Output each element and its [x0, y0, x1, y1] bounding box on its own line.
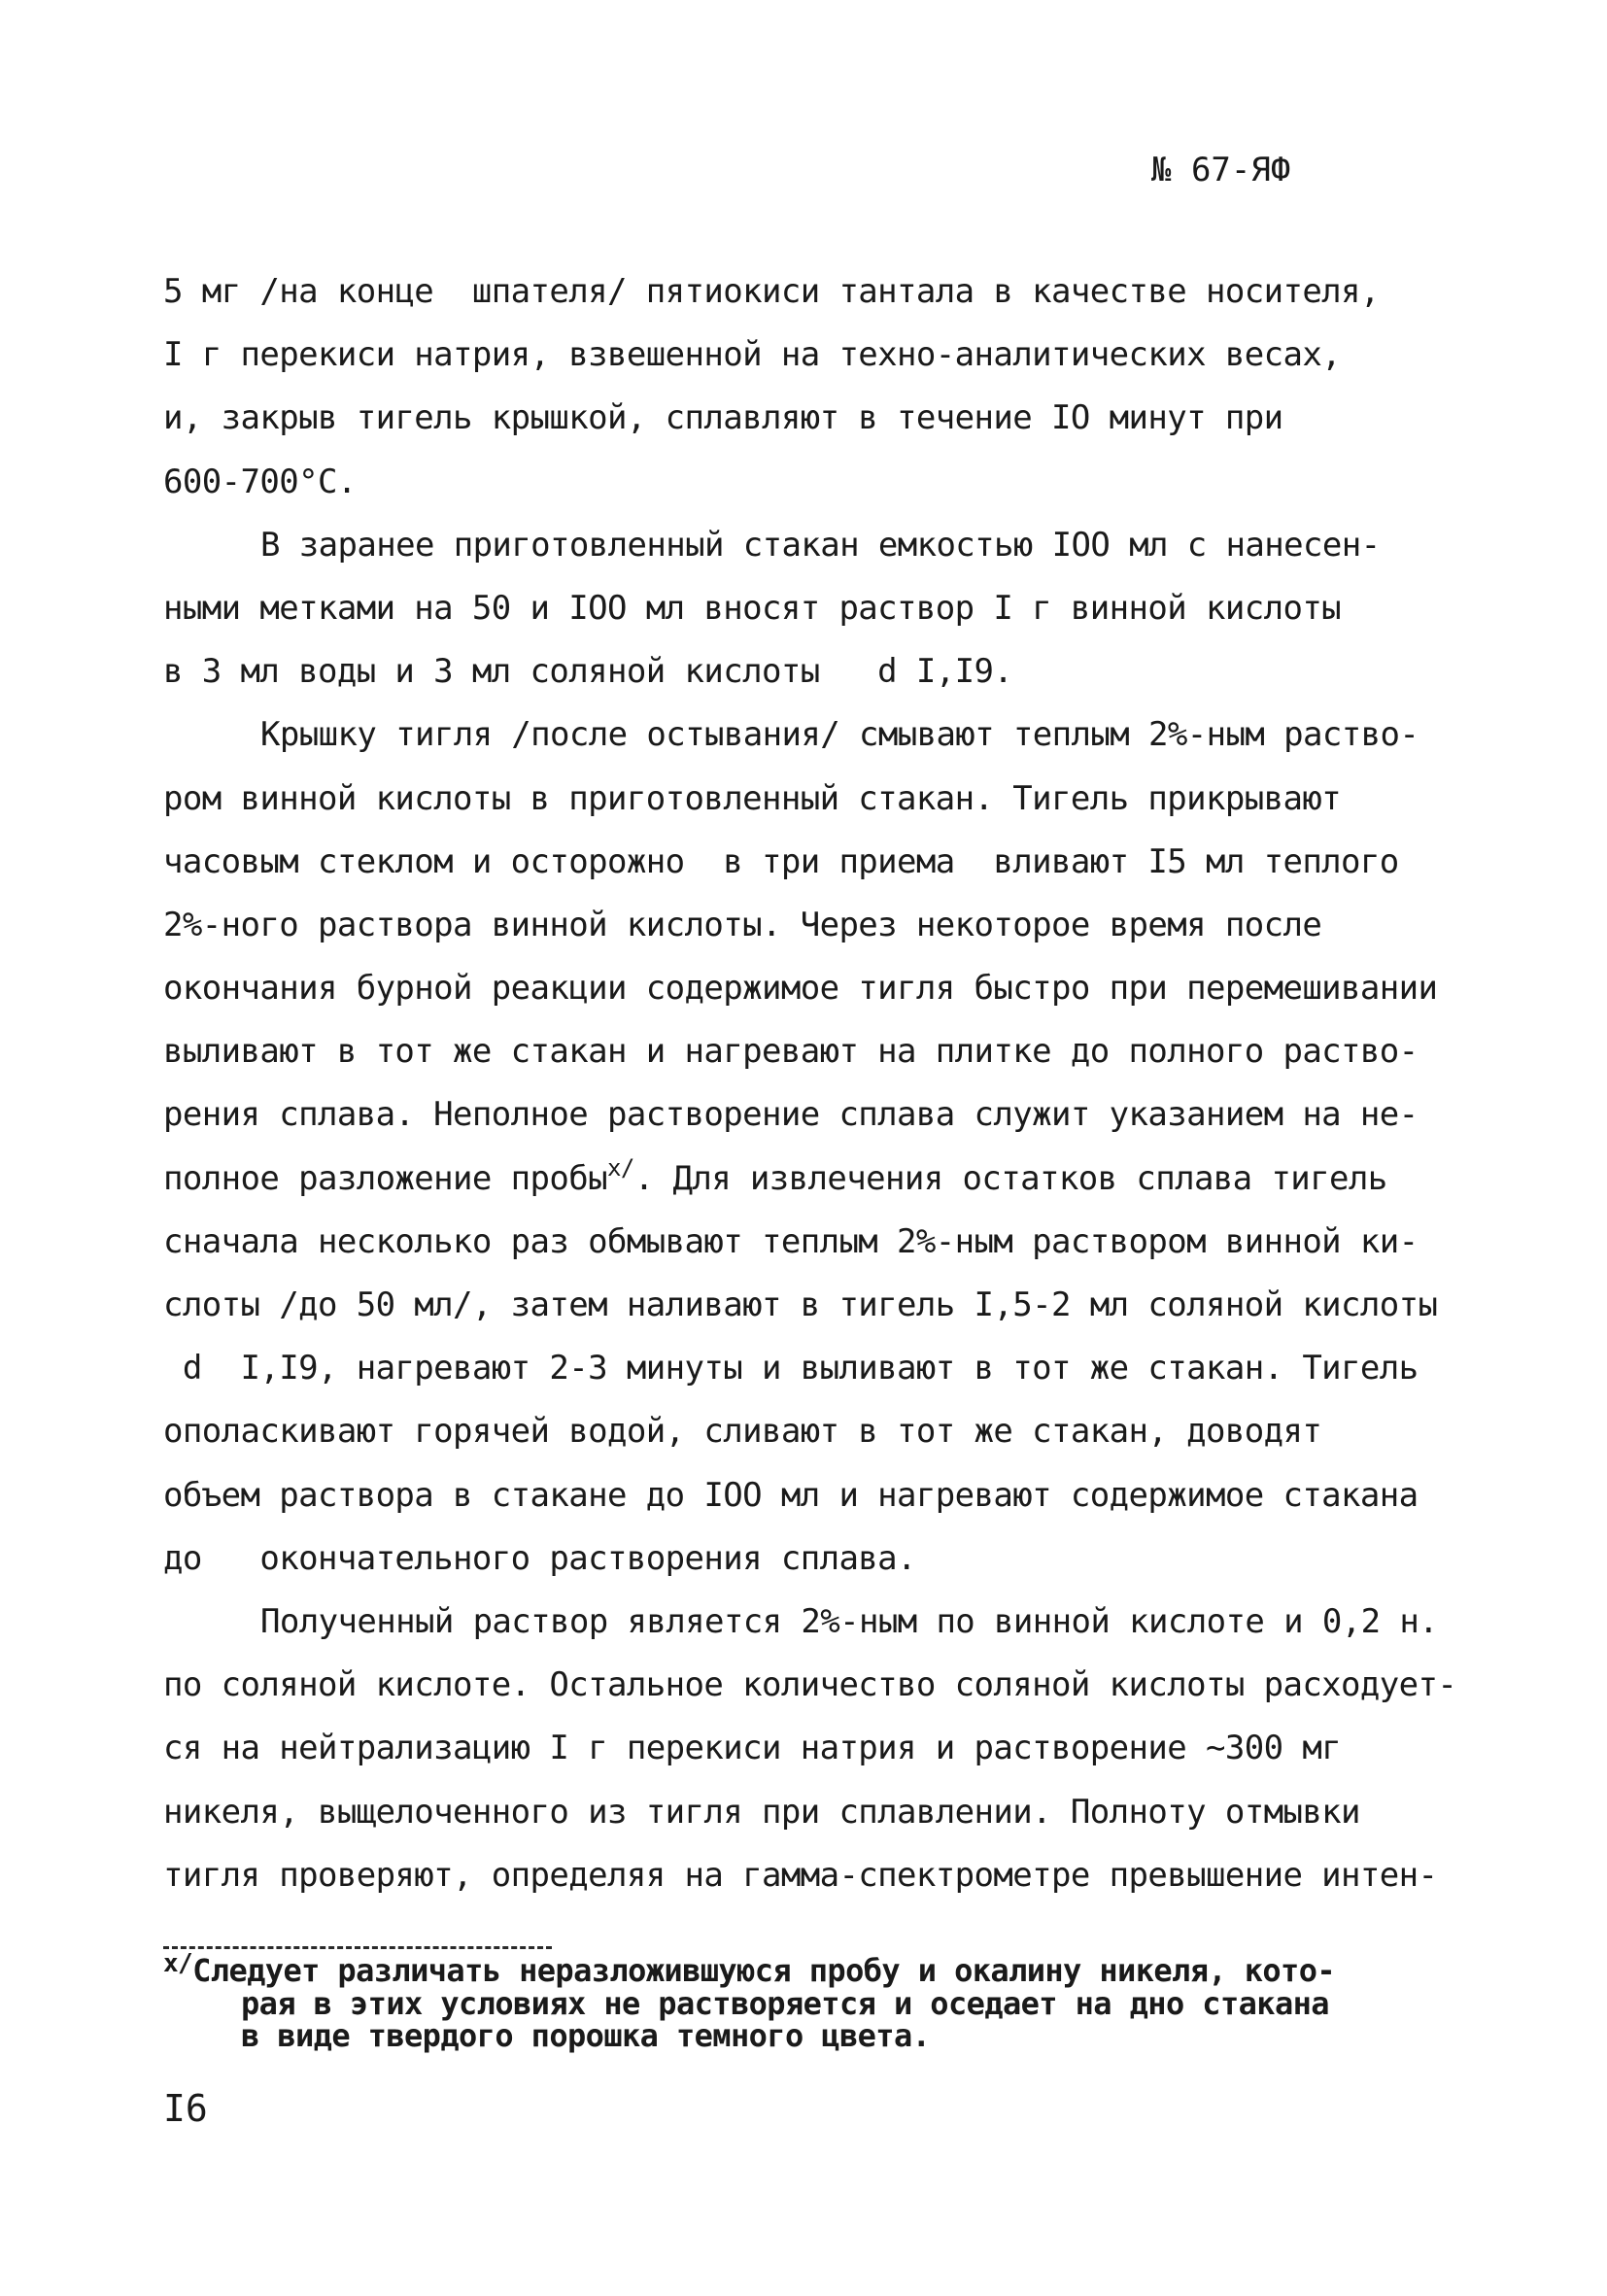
text-segment: полное разложение пробы	[163, 1158, 608, 1198]
footnote-line: в виде твердого порошка темного цвета.	[241, 2017, 931, 2054]
text-line: d I,I9, нагревают 2-3 минуты и выливают в тот же стакан. Тигель	[163, 1349, 1419, 1388]
text-line: объем раствора в стакане до IOO мл и нагревают содержимое стакана	[163, 1475, 1419, 1515]
text-line: 5 мг /на конце шпателя/ пятиокиси тантала в качестве носителя,	[163, 272, 1380, 311]
text-line: 600-700°С.	[163, 462, 357, 501]
footnote	[163, 1949, 1485, 2054]
footnote-divider	[163, 1946, 552, 1949]
text-line: тигля проверяют, определяя на гамма-спектрометре превышение интен-	[163, 1855, 1438, 1895]
text-line: окончания бурной реакции содержимое тигля быстро при перемешивании	[163, 969, 1438, 1009]
document-number: № 67-ЯФ	[1151, 151, 1291, 189]
text-line: ром винной кислоты в приготовленный стакан. Тигель прикрывают	[163, 778, 1342, 818]
text-line: ными метками на 50 и IOO мл вносят раствор I г винной кислоты	[163, 588, 1342, 628]
text-line: В заранее приготовленный стакан емкостью IOO мл с нанесен-	[260, 525, 1381, 565]
text-line: Крышку тигля /после остывания/ смывают теплым 2%-ным раство-	[260, 715, 1419, 755]
text-line-with-footnote-ref	[163, 1148, 1485, 1211]
text-line: до окончательного растворения сплава.	[163, 1538, 916, 1578]
footnote-line	[163, 1949, 1485, 1989]
footnote-reference: х/	[607, 1153, 634, 1182]
text-line: в 3 мл воды и 3 мл соляной кислоты d I,I9.	[163, 652, 1013, 692]
text-line: 2%-ного раствора винной кислоты. Через некоторое время после	[163, 905, 1322, 944]
text-line: ополаскивают горячей водой, сливают в тот же стакан, доводят	[163, 1412, 1322, 1452]
footnote-text: Следует различать неразложившуюся пробу и окалину никеля, кото-	[192, 1952, 1336, 1989]
text-line: ся на нейтрализацию I г перекиси натрия и растворение ∼300 мг	[163, 1729, 1342, 1768]
footnote-line: рая в этих условиях не растворяется и оседает на дно стакана	[241, 1984, 1329, 2022]
body-text	[163, 260, 1485, 1907]
text-line: I г перекиси натрия, взвешенной на техно-аналитических весах,	[163, 335, 1342, 375]
text-line: часовым стеклом и осторожно в три приема вливают I5 мл теплого	[163, 841, 1399, 881]
text-line: сначала несколько раз обмывают теплым 2%-ным раствором винной ки-	[163, 1221, 1419, 1261]
text-line: рения сплава. Неполное растворение сплава служит указанием на не-	[163, 1095, 1419, 1135]
text-line: по соляной кислоте. Остальное количество соляной кислоты расходует-	[163, 1665, 1457, 1705]
text-line: слоты /до 50 мл/, затем наливают в тигель I,5-2 мл соляной кислоты	[163, 1285, 1438, 1324]
page-number: I6	[163, 2087, 208, 2130]
text-line: никеля, выщелоченного из тигля при сплавлении. Полноту отмывки	[163, 1792, 1360, 1832]
text-line: выливают в тот же стакан и нагревают на плитке до полного раство-	[163, 1032, 1419, 1072]
footnote-mark: х/	[163, 1949, 193, 1978]
text-segment: . Для извлечения остатков сплава тигель	[633, 1158, 1387, 1198]
text-line: и, закрыв тигель крышкой, сплавляют в течение IO минут при	[163, 398, 1283, 438]
text-line: Полученный раствор является 2%-ным по винной кислоте и 0,2 н.	[260, 1601, 1439, 1641]
